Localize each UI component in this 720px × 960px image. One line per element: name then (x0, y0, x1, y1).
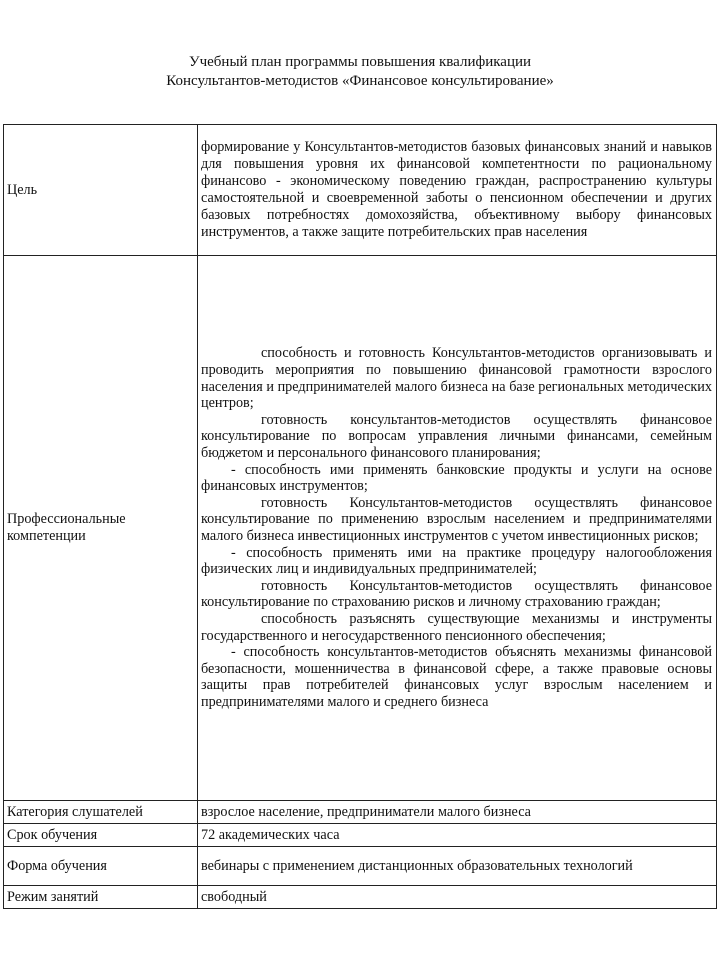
competencies-cell (198, 256, 717, 801)
goal-text: формирование у Консультантов-методистов базовых финансовых знаний и навыков для повышения уровня их финансовой компетентности по рациональному финансово - экономическому поведению граждан, распространению культуры самостоятельной и своевременной заботы о пенсионном обеспечении и других базовых потребностях домохозяйства, объективному выбору финансовых инструментов, а также защите потребительских прав населения (201, 139, 712, 240)
table-row-category (4, 801, 717, 824)
competency-item: готовность Консультантов-методистов осуществлять финансовое консультирование по страхованию рисков и личному страхованию граждан; (201, 577, 712, 611)
competency-item: готовность Консультантов-методистов осуществлять финансовое консультирование по применению взрослым населением и предпринимателями малого бизнеса инвестиционных инструментов с учетом инвестиционных рисков; (201, 494, 712, 544)
category-label: Категория слушателей (4, 801, 198, 824)
title-line-1: Учебный план программы повышения квалификации (188, 54, 532, 70)
mode-value: свободный (198, 886, 717, 909)
duration-value: 72 академических часа (198, 824, 717, 847)
table-row-competencies (4, 256, 717, 801)
goal-label: Цель (4, 125, 198, 256)
page-title (0, 53, 720, 91)
form-value: вебинары с применением дистанционных образовательных технологий (198, 847, 717, 886)
form-label: Форма обучения (4, 847, 198, 886)
curriculum-table (3, 124, 717, 909)
table-row-mode (4, 886, 717, 909)
goal-cell (198, 125, 717, 256)
table-row-goal (4, 125, 717, 256)
table-row-duration (4, 824, 717, 847)
competency-item: - способность применять ими на практике процедуру налогообложения физических лиц и индивидуальных предпринимателей; (201, 544, 712, 578)
competency-item: способность разъяснять существующие механизмы и инструменты государственного и негосударственного пенсионного обеспечения; (201, 610, 712, 644)
category-value: взрослое население, предприниматели малого бизнеса (198, 801, 717, 824)
competency-item: способность и готовность Консультантов-методистов организовывать и проводить мероприятия по повышению финансовой грамотности взрослого населения и предпринимателей малого бизнеса на базе региональных методических центров; (201, 345, 712, 412)
duration-label: Срок обучения (4, 824, 198, 847)
table-row-form (4, 847, 717, 886)
competencies-label: Профессиональные компетенции (4, 256, 198, 801)
title-line-2: Консультантов-методистов «Финансовое консультирование» (166, 73, 554, 89)
mode-label: Режим занятий (4, 886, 198, 909)
competency-item: готовность консультантов-методистов осуществлять финансовое консультирование по вопросам управления личными финансами, семейным бюджетом и персонального финансового планирования; (201, 411, 712, 462)
competency-item: - способность ими применять банковские продукты и услуги на основе финансовых инструментов; (201, 461, 712, 495)
competency-item: - способность консультантов-методистов объяснять механизмы финансовой безопасности, мошенничества в финансовой сфере, а также правовые основы защиты прав потребителей финансовых услуг взрослым населением и предпринимателями малого и среднего бизнеса (201, 644, 712, 710)
